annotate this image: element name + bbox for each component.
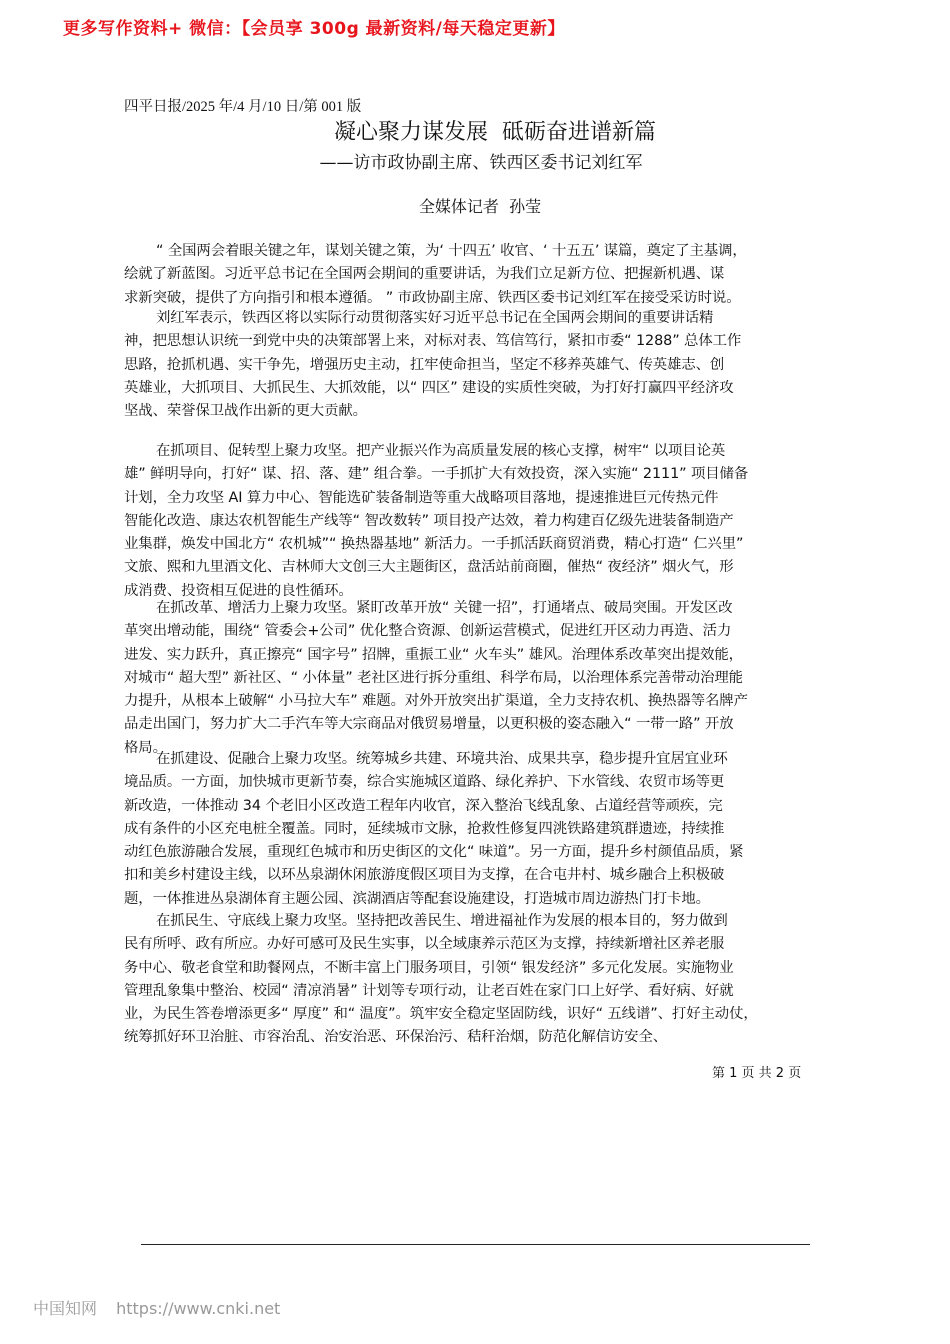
paragraph-line: 业集群，焕发中国北方“ 农机城”“ 换热器基地” 新活力。一手抓活跃商贸消费，精心打造“ 仁兴里” xyxy=(124,536,744,553)
source-line: 四平日报/2025 年/4 月/10 日/第 001 版 xyxy=(124,99,362,115)
paragraph-line: 文旅、熙和九里酒文化、吉林师大文创三大主题街区，盘活站前商圈，催热“ 夜经济” 烟火气，形 xyxy=(124,559,734,576)
paragraph-line: 成消费、投资相互促进的良性循环。 xyxy=(124,582,353,599)
article-title: 凝心聚力谋发展 砥砺奋进谱新篇 xyxy=(334,120,656,145)
paragraph-line: 对城市“ 超大型” 新社区、“ 小体量” 老社区进行拆分重组、科学布局，以治理体系完善带动治理能 xyxy=(124,669,743,686)
paragraph-line: 智能化改造、康达农机智能生产线等“ 智改数转” 项目投产达效，着力构建百亿级先进装备制造产 xyxy=(124,512,734,529)
paragraph-line: 格局。 xyxy=(124,739,167,756)
paragraph-line: 新改造，一体推动 34 个老旧小区改造工程年内收官，深入整治飞线乱象、占道经营等顽疾，完 xyxy=(124,797,723,814)
paragraph-line: 求新突破，提供了方向指引和根本遵循。 ” 市政协副主席、铁西区委书记刘红军在接受采访时说。 xyxy=(124,289,741,306)
paragraph-line: 在抓建设、促融合上聚力攻坚。统筹城乡共建、环境共治、成果共享，稳步提升宜居宜业环 xyxy=(156,751,728,767)
paragraph-line: 题，一体推进丛泉湖体育主题公园、滨湖酒店等配套设施建设，打造城市周边游热门打卡地。 xyxy=(124,890,710,907)
byline: 全媒体记者 孙莹 xyxy=(418,197,542,216)
page-indicator: 第 1 页 共 2 页 xyxy=(712,1066,802,1081)
paragraph xyxy=(124,748,834,911)
footer-divider xyxy=(141,1244,810,1245)
paragraph-line: 品走出国门，努力扩大二手汽车等大宗商品对俄贸易增量，以更积极的姿态融入“ 一带一路” 开放 xyxy=(124,716,734,733)
footer xyxy=(33,1296,294,1319)
paragraph xyxy=(124,910,834,1050)
paragraph-line: 英雄业，大抓项目、大抓民生、大抓效能，以“ 四区” 建设的实质性突破，为打好打赢四平经济攻 xyxy=(124,379,734,396)
paragraph xyxy=(124,240,834,310)
paragraph-line: 动红色旅游融合发展，重现红色城市和历史街区的文化“ 味道”。另一方面，提升乡村颜值品质，紧 xyxy=(124,844,744,861)
paragraph-line: 在抓民生、守底线上聚力攻坚。坚持把改善民生、增进福祉作为发展的根本目的，努力做到 xyxy=(156,913,728,929)
paragraph-line: 革突出增动能，围绕“ 管委会+公司” 优化整合资源、创新运营模式，促进红开区动力再造、活力 xyxy=(124,623,732,640)
paragraph-line: 神，把思想认识统一到党中央的决策部署上来，对标对表、笃信笃行，紧扣市委“ 1288” 总体工作 xyxy=(124,333,742,350)
paragraph-line: 绘就了新蓝图。习近平总书记在全国两会期间的重要讲话，为我们立足新方位、把握新机遇、谋 xyxy=(124,266,725,283)
paragraph xyxy=(124,597,834,760)
promo-banner: 更多写作资料+ 微信：【会员享 300g 最新资料/每天稳定更新】 xyxy=(63,19,565,39)
paragraph-line: 管理乱象集中整治、校园“ 清凉消暑” 计划等专项行动，让老百姓在家门口上好学、看好病、好就 xyxy=(124,982,734,999)
footer-brand: 中国知网 xyxy=(33,1299,98,1318)
paragraph-line: 坚战、荣誉保卫战作出新的更大贡献。 xyxy=(124,403,367,420)
paragraph-line: 力提升，从根本上破解“ 小马拉大车” 难题。对外开放突出扩渠道，全力支持农机、换热器等名牌产 xyxy=(124,693,748,710)
paragraph-line: 成有条件的小区充电桩全覆盖。同时，延续城市文脉，抢救性修复四洮铁路建筑群遗迹，持续推 xyxy=(124,820,725,837)
paragraph-line: “ 全国两会着眼关键之年，谋划关键之策，为‘ 十四五’ 收官、‘ 十五五’ 谋篇，奠定了主基调， xyxy=(156,243,747,259)
article-subtitle: ——访市政协副主席、铁西区委书记刘红军 xyxy=(319,153,643,173)
paragraph-line: 扣和美乡村建设主线，以环丛泉湖休闲旅游度假区项目为支撑，在合屯井村、城乡融合上积极破 xyxy=(124,867,725,884)
paragraph-line: 刘红军表示，铁西区将以实际行动贯彻落实好习近平总书记在全国两会期间的重要讲话精 xyxy=(156,310,714,326)
paragraph xyxy=(124,307,834,423)
paragraph-line: 雄” 鲜明导向，打好“ 谋、招、落、建” 组合拳。一手抓扩大有效投资，深入实施“ 2111” 项目储备 xyxy=(124,466,749,483)
paragraph-line: 民有所呼、政有所应。办好可感可及民生实事，以全域康养示范区为支撑，持续新增社区养老服 xyxy=(124,936,725,953)
paragraph-line: 统筹抓好环卫治脏、市容治乱、治安治恶、环保治污、秸秆治烟，防范化解信访安全、 xyxy=(124,1029,668,1046)
paragraph-line: 在抓项目、促转型上聚力攻坚。把产业振兴作为高质量发展的核心支撑，树牢“ 以项目论英 xyxy=(156,443,726,459)
paragraph-line: 进发、实力跃升，真正擦亮“ 国字号” 招牌，重振工业“ 火车头” 雄风。治理体系改革突出提效能， xyxy=(124,646,743,663)
paragraph-line: 思路，抢抓机遇、实干争先，增强历史主动，扛牢使命担当，坚定不移养英雄气、传英雄志、创 xyxy=(124,356,725,373)
footer-url[interactable]: https://www.cnki.net xyxy=(116,1299,281,1318)
paragraph-line: 境品质。一方面，加快城市更新节奏，综合实施城区道路、绿化养护、下水管线、农贸市场等更 xyxy=(124,774,725,791)
paragraph-line: 计划，全力攻坚 AI 算力中心、智能选矿装备制造等重大战略项目落地，提速推进巨元传热元件 xyxy=(124,489,719,506)
paragraph xyxy=(124,440,834,603)
paragraph-line: 务中心、敬老食堂和助餐网点，不断丰富上门服务项目，引领“ 银发经济” 多元化发展。实施物业 xyxy=(124,959,734,976)
paragraph-line: 在抓改革、增活力上聚力攻坚。紧盯改革开放“ 关键一招”，打通堵点、破局突围。开发区改 xyxy=(156,600,733,616)
paragraph-line: 业，为民生答卷增添更多“ 厚度” 和“ 温度”。筑牢安全稳定坚固防线，识好“ 五线谱”、打好主动仗， xyxy=(124,1006,758,1023)
